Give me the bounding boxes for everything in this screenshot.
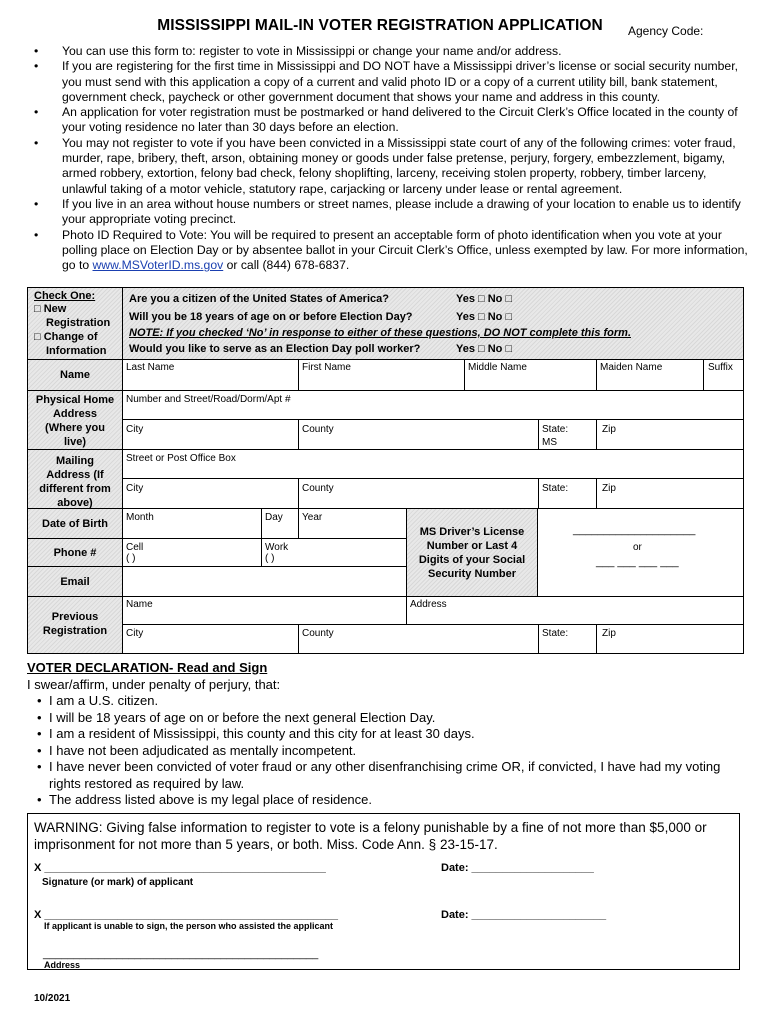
instruction-item: • If you are registering for the first time in Mississippi and DO NOT have a Mississippi driver’s license or social security number, you must send with this application a copy of a current and valid photo ID or a copy of a current utility bill, bank statement, government check, paycheck or other government document that shows your name and address in this county. [34, 59, 754, 105]
declaration-item: • I have never been convicted of voter fraud or any other disenfranchising crime OR, if convicted, I have had my voting rights restored as required by law. [27, 759, 747, 792]
agency-code-label: Agency Code: [628, 24, 704, 38]
mailing-street-field[interactable]: Street or Post Office Box [126, 453, 236, 464]
warning-text: WARNING: Giving false information to register to vote is a felony punishable by a fine of not more than $5,000 or imprisonment for not more than 5 years, or both. Miss. Code Ann. § 23-15-17. [34, 820, 707, 852]
email-label: Email [60, 576, 90, 588]
citizen-yes-no[interactable]: Yes □ No □ [456, 293, 513, 305]
home-state-value: MS [542, 437, 557, 448]
dob-label: Date of Birth [42, 518, 108, 530]
instructions-list [34, 44, 754, 273]
signature-date-field[interactable]: Date: ____________________ [441, 862, 594, 874]
previous-zip-field[interactable]: Zip [602, 628, 616, 639]
license-number-field[interactable]: ____________________ [573, 524, 696, 536]
drivers-license-label: MS Driver’s License Number or Last 4 Digits of your Social Security Number [407, 509, 537, 596]
declaration-heading: VOTER DECLARATION- Read and Sign [27, 660, 268, 675]
previous-address-field[interactable]: Address [410, 599, 447, 610]
assistant-label: If applicant is unable to sign, the person who assisted the applicant [44, 921, 334, 931]
instruction-item: • If you live in an area without house numbers or street names, please include a drawing of your location to enable us to identify your appropriate voting precinct. [34, 197, 754, 228]
previous-county-field[interactable]: County [302, 628, 334, 639]
home-county-field[interactable]: County [302, 424, 334, 435]
mailing-county-field[interactable]: County [302, 483, 334, 494]
email-field[interactable] [126, 570, 401, 592]
warning-box [27, 813, 740, 970]
previous-registration-label: Previous Registration [42, 611, 108, 637]
declaration-item: • I will be 18 years of age on or before the next general Election Day. [27, 710, 747, 727]
declaration-item: • The address listed above is my legal place of residence. [27, 792, 747, 809]
maiden-name-field[interactable]: Maiden Name [600, 362, 663, 373]
revision-date: 10/2021 [34, 993, 71, 1004]
mailing-zip-field[interactable]: Zip [602, 483, 616, 494]
instruction-item: • An application for voter registration must be postmarked or hand delivered to the Circuit Clerk’s Office located in the county of your voting residence no later than 30 days before an election. [34, 105, 754, 136]
instruction-item-photo-id: • Photo ID Required to Vote: You will be required to present an acceptable form of photo identification when you vote at your polling place on Election Day or by absentee ballot in your Circuit Clerk’s Office, unless exempted by law. For more information, go to www.MSVoterID.ms.gov or call (844) 678-6837. [34, 228, 754, 274]
home-address-label: Physical Home Address (Where you live) [35, 394, 115, 448]
home-city-field[interactable]: City [126, 424, 144, 435]
signature-label: Signature (or mark) of applicant [42, 877, 194, 888]
dob-month-field[interactable]: Month [126, 512, 154, 523]
phone-label: Phone # [53, 547, 97, 559]
check-one-box: Check One: □ New Registration □ Change of Information [28, 288, 122, 359]
signature-line[interactable]: X ______________________________________________ [34, 862, 326, 874]
first-name-field[interactable]: First Name [302, 362, 351, 373]
last-name-field[interactable]: Last Name [126, 362, 175, 373]
ssn-last4-field[interactable]: ___ ___ ___ ___ [596, 556, 679, 568]
address-label: Address [44, 960, 81, 970]
change-info-checkbox[interactable]: □ Change of [34, 331, 98, 343]
middle-name-field[interactable]: Middle Name [468, 362, 527, 373]
registration-form: Check One: □ New Registration □ Change of Information Are you a citizen of the United States of America? Yes □ No □ Will you be 18 years of age on or before Election Day? Yes □ No □ NOTE: If you checked ‘No’ in response to either of these questions, DO NOT complete this form. Would you like to serve as an Election Day poll worker? Yes □ No □ Name Last Name First Name Middle Name Maiden Name Suffix Physical Home Address (Where you live) Number and Street/Road/Dorm/Apt # City County State: MS Zip Mailing Address (If different from above) Street or Post Office Box City County State: Zip Date of Birth Month Day Year MS Driver’s License Number or Last 4 Digits of your Social Security Number ____________________ or ___ ___ ___ ___ Phone # Cell ( ) Work ( ) Email Previous Registration Name Address City County State: Zip [27, 287, 744, 654]
dob-year-field[interactable]: Year [302, 512, 323, 523]
dob-day-field[interactable]: Day [265, 512, 283, 523]
previous-city-field[interactable]: City [126, 628, 144, 639]
declaration-intro: I swear/affirm, under penalty of perjury, that: [27, 676, 281, 692]
assistant-signature-line[interactable]: X ________________________________________________ [34, 909, 339, 921]
name-label: Name [60, 369, 90, 381]
declaration-item: • I am a resident of Mississippi, this county and this city for at least 30 days. [27, 726, 747, 743]
home-zip-field[interactable]: Zip [602, 424, 616, 435]
age-yes-no[interactable]: Yes □ No □ [456, 311, 513, 323]
mailing-state-field[interactable]: State: [542, 483, 569, 494]
voter-id-link[interactable]: www.MSVoterID.ms.gov [92, 258, 224, 273]
home-state-label: State: [542, 424, 569, 435]
declaration-item: • I have not been adjudicated as mentally incompetent. [27, 743, 747, 760]
cell-phone-field[interactable]: Cell ( ) [126, 542, 144, 564]
voter-declaration [27, 660, 747, 809]
instruction-item: • You can use this form to: register to vote in Mississippi or change your name and/or address. [34, 44, 754, 59]
suffix-field[interactable]: Suffix [708, 362, 733, 373]
form-title: MISSISSIPPI MAIL-IN VOTER REGISTRATION APPLICATION [157, 17, 603, 34]
assistant-address-line[interactable]: _____________________________________________ [43, 948, 319, 960]
new-registration-checkbox[interactable]: □ New [34, 303, 67, 315]
mailing-city-field[interactable]: City [126, 483, 144, 494]
home-street-field[interactable]: Number and Street/Road/Dorm/Apt # [126, 394, 291, 405]
previous-name-field[interactable]: Name [126, 599, 153, 610]
mailing-address-label: Mailing Address (If different from above) [39, 455, 111, 509]
poll-worker-yes-no[interactable]: Yes □ No □ [456, 343, 513, 355]
declaration-item: • I am a U.S. citizen. [27, 693, 747, 710]
instruction-item: • You may not register to vote if you have been convicted in a Mississippi state court of any of the following crimes: voter fraud, murder, rape, bribery, theft, arson, obtaining money or goods under false pretense, perjury, forgery, embezzlement, bigamy, armed robbery, extortion, felony bad check, felony shoplifting, larceny, receiving stolen property, robbery, timber larceny, unlawful taking of a motor vehicle, statutory rape, carjacking or larceny under lease or rental agreement. [34, 136, 754, 197]
eligibility-questions: Are you a citizen of the United States of America? Yes □ No □ Will you be 18 years of age on or before Election Day? Yes □ No □ NOTE: If you checked ‘No’ in response to either of these questions, DO NOT complete this form. Would you like to serve as an Election Day poll worker? Yes □ No □ [123, 288, 743, 359]
assistant-date-field[interactable]: Date: ______________________ [441, 909, 607, 921]
work-phone-field[interactable]: Work ( ) [265, 542, 289, 564]
previous-state-field[interactable]: State: [542, 628, 569, 639]
